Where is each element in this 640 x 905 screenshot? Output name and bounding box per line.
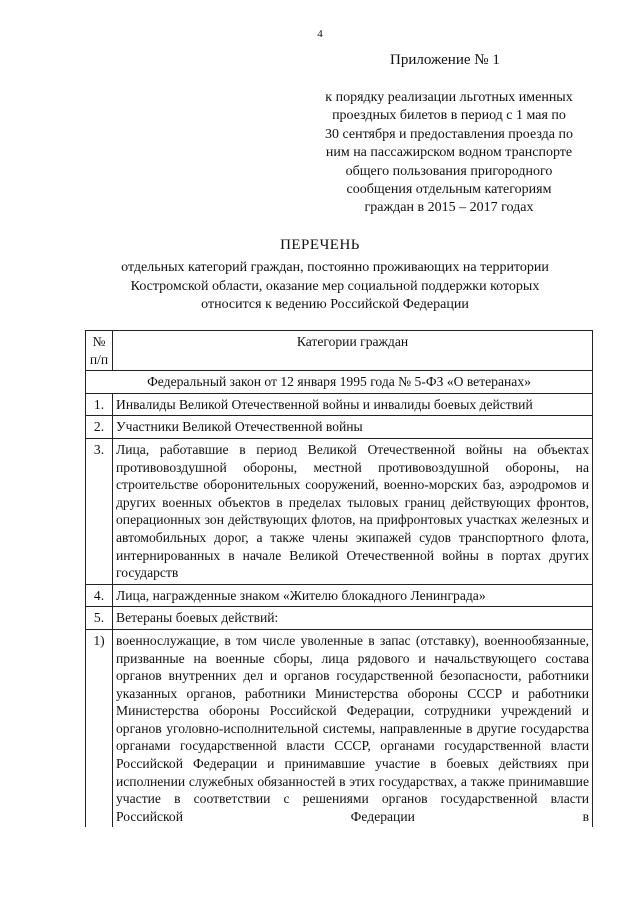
appendix-subtitle-line: 30 сентября и предоставления проезда по (325, 126, 573, 142)
row-text: Лица, работавшие в период Великой Отечественной войны на объектах противовоздушной обороны, местной противовоздушной обороны, на строительстве оборонительных сооружений, военно-морских баз, аэродромов и других военных объектов в пределах тыловых границ действующих фронтов, операционных зон действующих флотов, на прифронтовых участках железных и автомобильных дорог, а также члены экипажей судов транспортного флота, интернированных в начале Великой Отечественной войны в портах других государств (113, 438, 593, 584)
header-number-sign: № (92, 334, 106, 349)
row-text: Участники Великой Отечественной войны (113, 416, 593, 439)
table-row (86, 438, 593, 584)
law-row (86, 371, 593, 394)
list-subheading-line: относится к ведению Российской Федерации (201, 297, 469, 312)
row-number: 1) (86, 629, 113, 827)
row-text: Лица, награжденные знаком «Жителю блокадного Ленинграда» (113, 584, 593, 607)
list-subheading-line: отдельных категорий граждан, постоянно проживающих на территории (121, 260, 549, 275)
table-header-row (86, 331, 593, 371)
list-subheading-line: Костромской области, оказание мер социальной поддержки которых (130, 278, 540, 294)
row-number: 3. (86, 438, 113, 584)
appendix-subtitle-line: общего пользования пригородного (345, 163, 553, 179)
appendix-subtitle-line: граждан в 2015 – 2017 годах (364, 200, 534, 216)
appendix-subtitle-line: ним на пассажирском водном транспорте (325, 145, 573, 161)
appendix-subtitle-line: проездных билетов в период с 1 мая по (332, 108, 566, 124)
categories-table (85, 330, 593, 827)
row-text: Ветераны боевых действий: (113, 607, 593, 630)
appendix-subtitle (300, 89, 598, 218)
table-row (86, 584, 593, 607)
header-number-abbrev: п/п (89, 351, 109, 367)
law-title: Федеральный закон от 12 января 1995 года № 5-ФЗ «О ветеранах» (86, 371, 593, 394)
list-subheading (95, 259, 575, 315)
row-text: Инвалиды Великой Отечественной войны и инвалиды боевых действий (113, 393, 593, 416)
table-row (86, 393, 593, 416)
row-number: 5. (86, 607, 113, 630)
row-number: 4. (86, 584, 113, 607)
row-number: 2. (86, 416, 113, 439)
list-heading: ПЕРЕЧЕНЬ (280, 237, 360, 253)
table-row (86, 416, 593, 439)
row-number: 1. (86, 393, 113, 416)
appendix-subtitle-line: к порядку реализации льготных именных (325, 90, 573, 105)
appendix-title: Приложение № 1 (390, 52, 500, 68)
table-row (86, 607, 593, 630)
appendix-subtitle-line: сообщения отдельным категориям (346, 182, 552, 198)
row-text: военнослужащие, в том числе уволенные в запас (отставку), военнообязанные, призванные на военные сборы, лица рядового и начальствующего состава органов внутренних дел и органов государственной безопасности, работники указанных органов, работники Министерства обороны СССР и работники Министерства обороны Российской Федерации, сотрудники учреждений и органов уголовно-исполнительной системы, направленные в другие государства органами государственной власти СССР, органами государственной власти Российской Федерации и принимавшие участие в боевых действиях при исполнении служебных обязанностей в этих государствах, а также принимавшие участие в соответствии с решениями органов государственной власти Российской Федерации в (113, 629, 593, 827)
page-number: 4 (317, 28, 323, 40)
table-row (86, 629, 593, 827)
header-number-cell (86, 331, 113, 371)
header-category-cell: Категории граждан (113, 331, 593, 371)
